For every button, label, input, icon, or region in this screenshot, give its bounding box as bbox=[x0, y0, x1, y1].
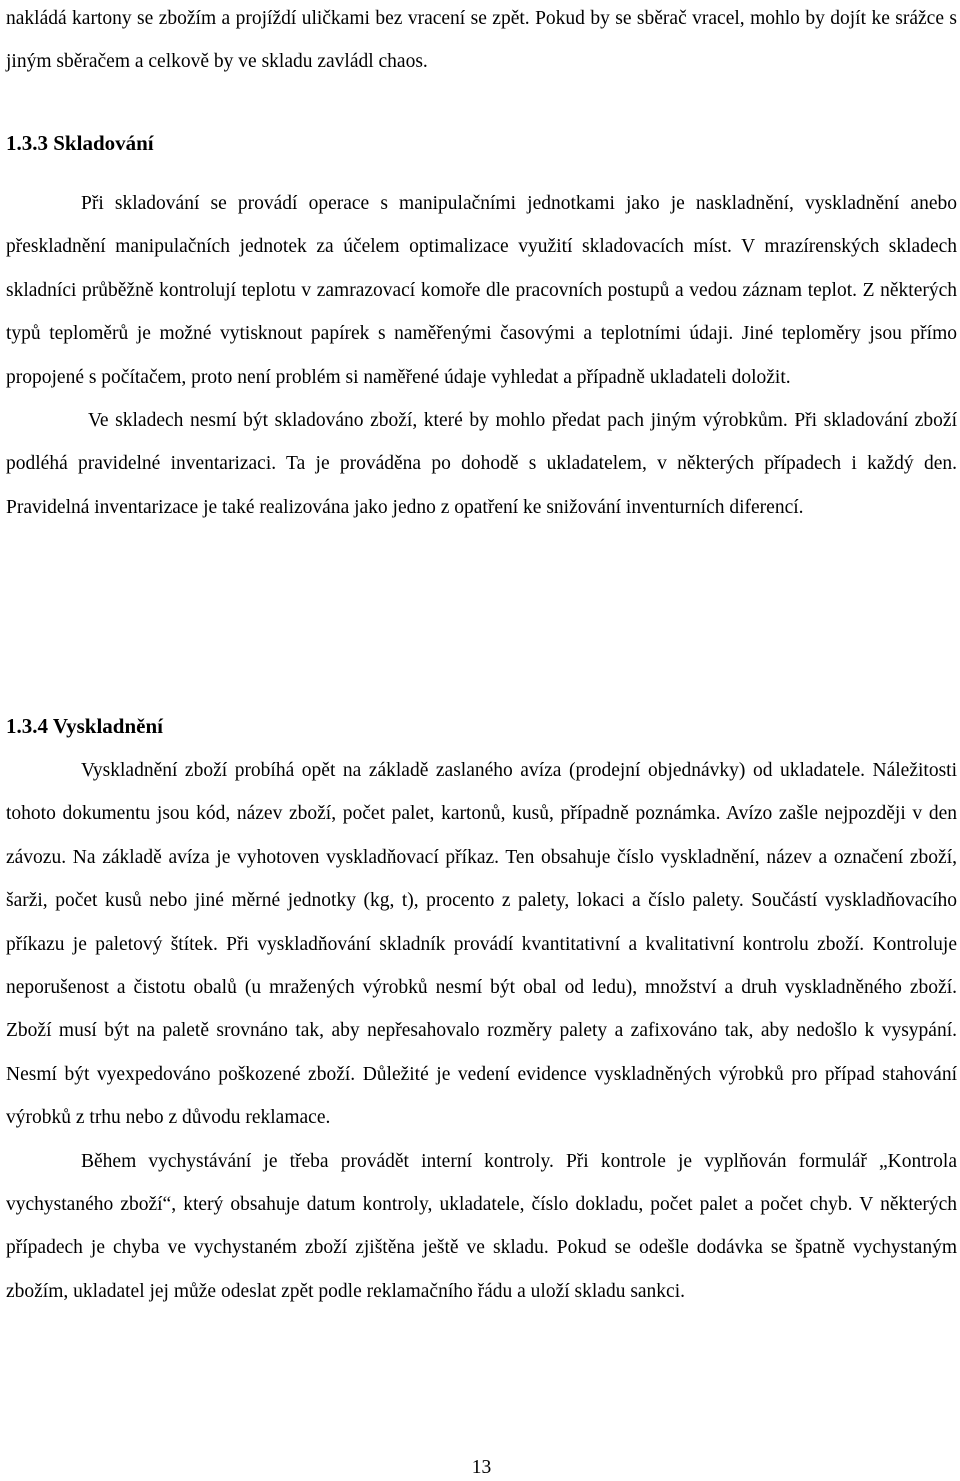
paragraph: Při skladování se provádí operace s manipulačními jednotkami jako je naskladnění, vyskladnění anebo přeskladnění manipulačních jednotek za účelem optimalizace využití skladovacích míst. V mrazírenských skladech skladníci průběžně kontrolují teplotu v zamrazovací komoře dle pracovních postupů a vedou záznam teplot. Z některých typů teploměrů je možné vytisknout papírek s naměřenými časovými a teplotními údaji. Jiné teploměry jsou přímo propojené s počítačem, proto není problém si naměřené údaje vyhledat a případně ukladateli doložit. bbox=[6, 193, 957, 388]
intro-paragraph: nakládá kartony se zbožím a projíždí uličkami bez vracení se zpět. Pokud by se sběrač vracel, mohlo by dojít ke srážce s jiným sběračem a celkově by ve skladu zavládl chaos. bbox=[6, 8, 957, 73]
paragraph: Vyskladnění zboží probíhá opět na základě zaslaného avíza (prodejní objednávky) od ukladatele. Náležitosti tohoto dokumentu jsou kód, název zboží, počet palet, kartonů, kusů, případně poznámka. Avízo zašle nejpozději v den závozu. Na základě avíza je vyhotoven vyskladňovací příkaz. Ten obsahuje číslo vyskladnění, název a označení zboží, šarži, počet kusů nebo jiné měrné jednotky (kg, t), procento z palety, lokaci a číslo palety. Součástí vyskladňovacího příkazu je paletový štítek. Při vyskladňování skladník provádí kvantitativní a kvalitativní kontrolu zboží. Kontroluje neporušenost a čistotu obalů (u mražených výrobků nesmí být obal od ledu), množství a druh vyskladněného zboží. Zboží musí být na paletě srovnáno tak, aby nepřesahovalo rozměry palety a zafixováno tak, aby nedošlo k vysypání. Nesmí být vyexpedováno poškozené zboží. Důležité je vedení evidence vyskladněných výrobků pro případ stahování výrobků z trhu nebo z důvodu reklamace. bbox=[6, 760, 957, 1129]
intro-block bbox=[6, 0, 957, 84]
page-number: 13 bbox=[471, 1457, 492, 1478]
paragraph: Během vychystávání je třeba provádět interní kontroly. Při kontrole je vyplňován formulář „Kontrola vychystaného zboží“, který obsahuje datum kontroly, ukladatele, číslo dokladu, počet palet a počet chyb. V některých případech je chyba ve vychystaném zboží zjištěna ještě ve skladu. Pokud se odešle dodávka se špatně vychystaným zbožím, ukladatel jej může odeslat zpět podle reklamačního řádu a uloží skladu sankci. bbox=[6, 1150, 957, 1302]
section-body-skladovani bbox=[6, 182, 957, 529]
section-body-vyskladneni bbox=[6, 749, 957, 1313]
document-page bbox=[6, 0, 957, 1480]
paragraph: Ve skladech nesmí být skladováno zboží, které by mohlo předat pach jiným výrobkům. Při skladování zboží podléhá pravidelné inventarizaci. Ta je prováděna po dohodě s ukladatelem, v některých případech i každý den. Pravidelná inventarizace je také realizována jako jedno z opatření ke snižování inventurních diferencí. bbox=[6, 410, 957, 518]
section-heading-skladovani: 1.3.3 Skladování bbox=[6, 131, 154, 155]
section-heading-vyskladneni: 1.3.4 Vyskladnění bbox=[6, 714, 163, 738]
